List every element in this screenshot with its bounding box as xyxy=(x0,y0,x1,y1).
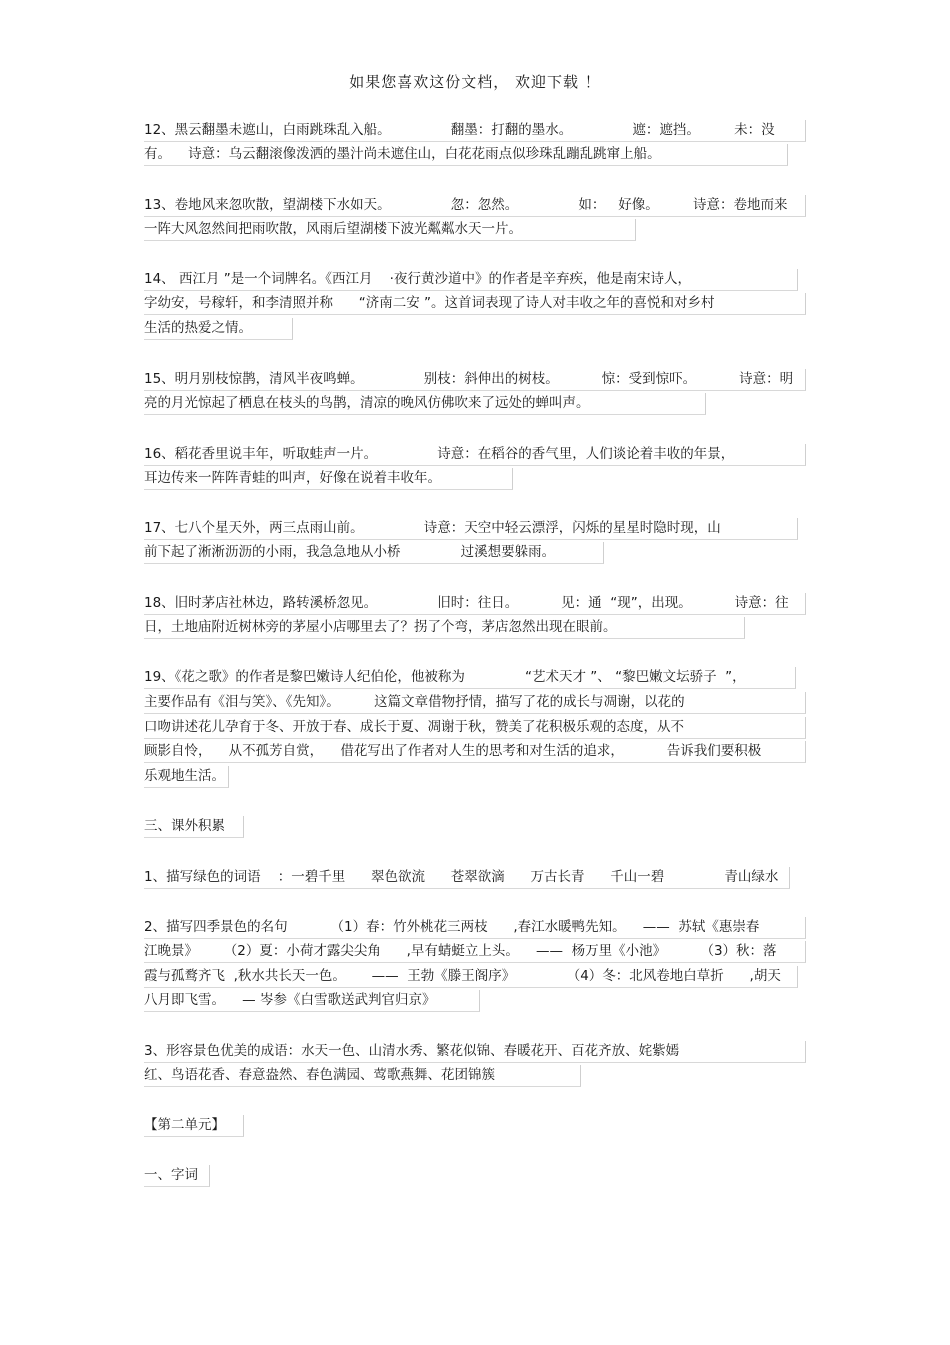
page-header-banner: 如果您喜欢这份文档， 欢迎下载 ！ xyxy=(349,73,601,91)
text-line: 霞与孤鹜齐飞 ,秋水共长天一色。 —— 王勃《滕王阁序》 （4）冬：北风卷地白草折 ,胡天 xyxy=(144,966,798,988)
text-line: 八月即飞雪。 — 岑参《白雪歌送武判官归京》 xyxy=(144,990,480,1012)
text-line: 顾影自怜， 从不孤芳自赏， 借花写出了作者对人生的思考和对生活的追求， 告诉我们要积极 xyxy=(144,741,806,763)
text-line: 12、黑云翻墨未遮山，白雨跳珠乱入船。 翻墨：打翻的墨水。 遮：遮挡。 未：没 xyxy=(144,120,806,142)
text-line: 江晚景》 （2）夏：小荷才露尖尖角 ,早有蜻蜓立上头。 —— 杨万里《小池》 （3）秋：落 xyxy=(144,941,806,963)
text-line: 主要作品有《泪与笑》、《先知》。 这篇文章借物抒情，描写了花的成长与凋谢，以花的 xyxy=(144,692,806,714)
section-heading: 一、字词 xyxy=(144,1165,210,1187)
text-line: 2、描写四季景色的名句 （1）春：竹外桃花三两枝 ,春江水暖鸭先知。 —— 苏轼《惠崇春 xyxy=(144,917,806,939)
text-line: 口吻讲述花儿孕育于冬、开放于春、成长于夏、凋谢于秋，赞美了花积极乐观的态度，从不 xyxy=(144,717,806,739)
text-line: 有。 诗意：乌云翻滚像泼洒的墨汁尚未遮住山，白花花雨点似珍珠乱蹦乱跳窜上船。 xyxy=(144,144,788,166)
text-line: 13、卷地风来忽吹散，望湖楼下水如天。 忽：忽然。 如： 好像。 诗意：卷地而来 xyxy=(144,195,806,217)
section-heading: 【第二单元】 xyxy=(144,1115,244,1137)
text-line: 3、形容景色优美的成语：水天一色、山清水秀、繁花似锦、春暖花开、百花齐放、姹紫嫣 xyxy=(144,1041,806,1063)
text-line: 前下起了淅淅沥沥的小雨，我急急地从小桥 过溪想要躲雨。 xyxy=(144,542,604,564)
text-line: 14、 西江月 ”是一个词牌名。《西江月 ·夜行黄沙道中》的作者是辛弃疾，他是南宋诗人， xyxy=(144,269,798,291)
text-line: 生活的热爱之情。 xyxy=(144,318,293,340)
text-line: 19、《花之歌》的作者是黎巴嫩诗人纪伯伦，他被称为 “艺术天才 ”、 “黎巴嫩文坛骄子 ”， xyxy=(144,667,796,689)
text-line: 1、描写绿色的词语 ：一碧千里 翠色欲流 苍翠欲滴 万古长青 千山一碧 青山绿水 xyxy=(144,867,790,889)
text-line: 15、明月别枝惊鹊，清风半夜鸣蝉。 别枝：斜伸出的树枝。 惊：受到惊吓。 诗意：明 xyxy=(144,369,806,391)
section-heading: 三、课外积累 xyxy=(144,816,244,838)
text-line: 一阵大风忽然间把雨吹散，风雨后望湖楼下波光粼粼水天一片。 xyxy=(144,219,636,241)
text-line: 16、稻花香里说丰年，听取蛙声一片。 诗意：在稻谷的香气里，人们谈论着丰收的年景， xyxy=(144,444,806,466)
text-line: 亮的月光惊起了栖息在枝头的鸟鹊，清凉的晚风仿佛吹来了远处的蝉叫声。 xyxy=(144,393,706,415)
text-line: 耳边传来一阵阵青蛙的叫声，好像在说着丰收年。 xyxy=(144,468,513,490)
text-line: 17、七八个星天外，两三点雨山前。 诗意：天空中轻云漂浮，闪烁的星星时隐时现，山 xyxy=(144,518,798,540)
text-line: 18、旧时茅店社林边，路转溪桥忽见。 旧时：往日。 见：通 “现”，出现。 诗意：往 xyxy=(144,593,806,615)
text-line: 字幼安，号稼轩，和李清照并称 “济南二安 ”。这首词表现了诗人对丰收之年的喜悦和对乡村 xyxy=(144,293,806,315)
text-line: 乐观地生活。 xyxy=(144,766,229,788)
text-line: 日，土地庙附近树林旁的茅屋小店哪里去了？拐了个弯，茅店忽然出现在眼前。 xyxy=(144,617,745,639)
text-line: 红、鸟语花香、春意盎然、春色满园、莺歌燕舞、花团锦簇 xyxy=(144,1065,581,1087)
